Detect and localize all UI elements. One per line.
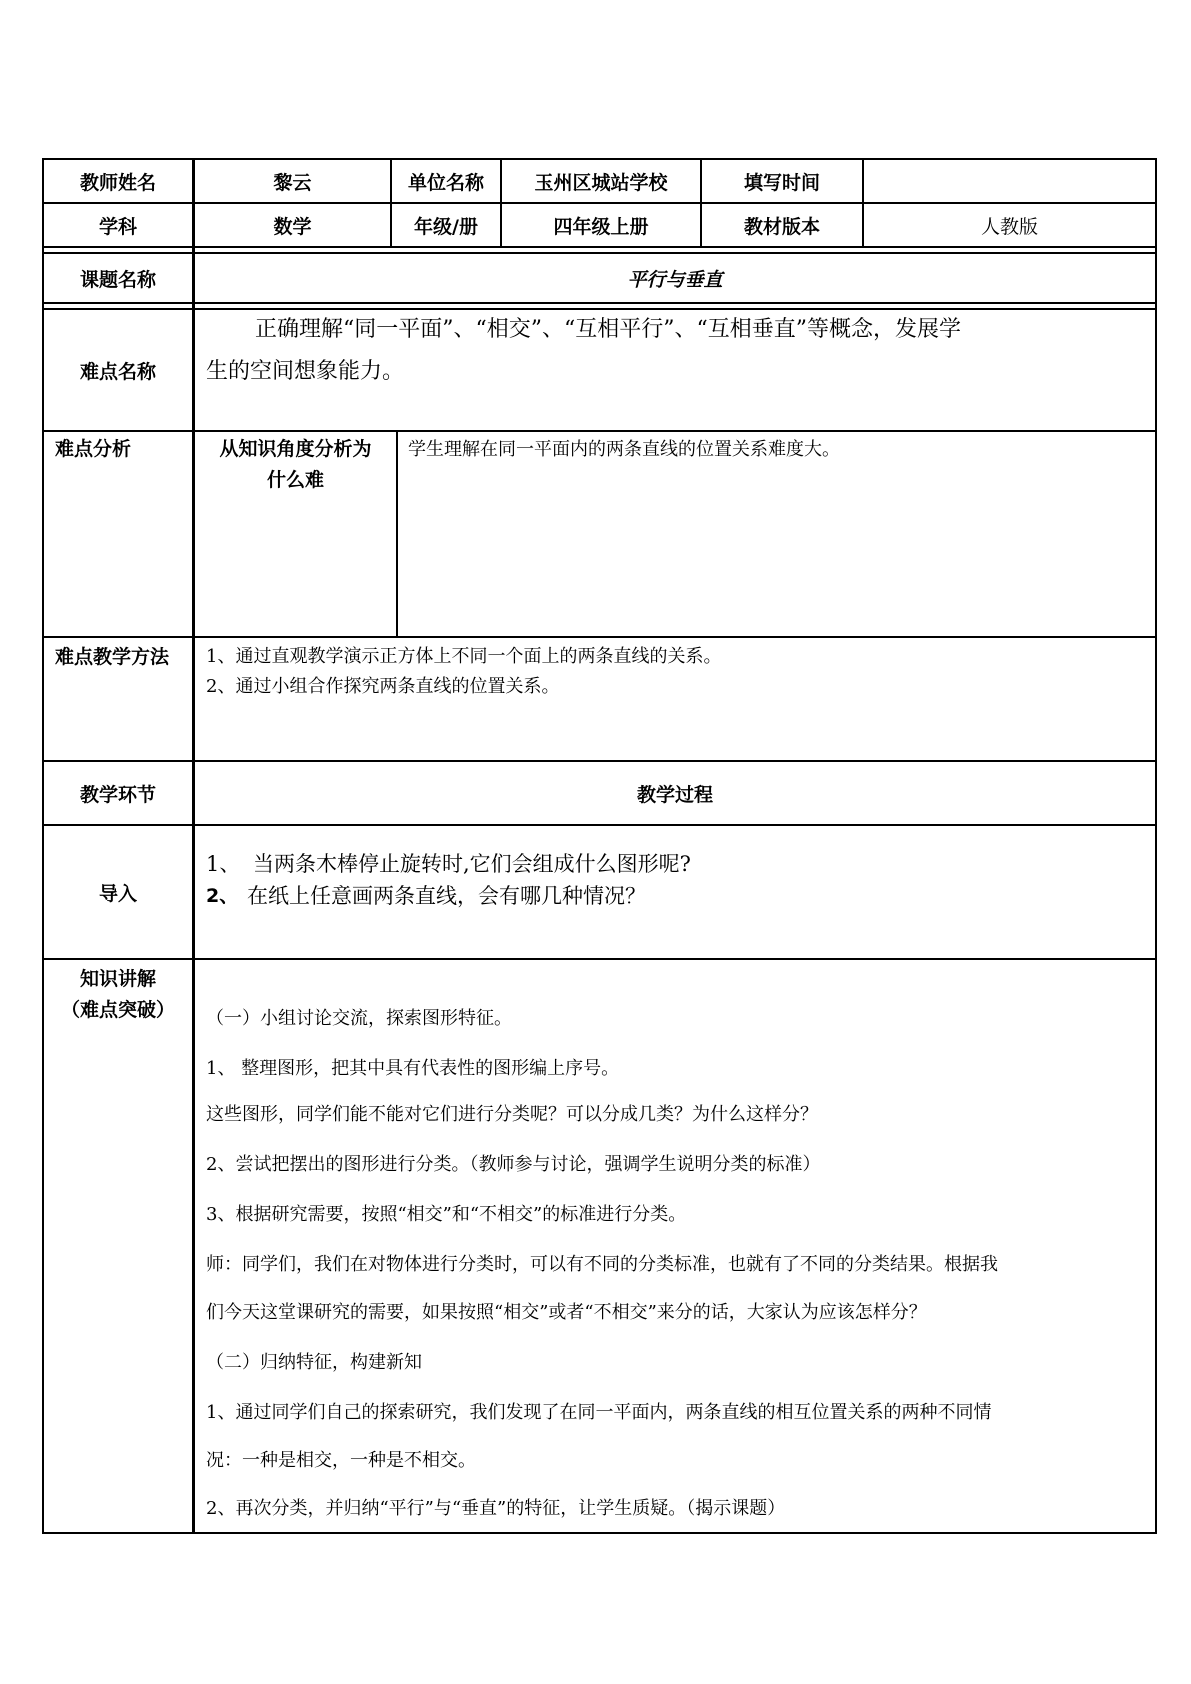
subject-value: 数学 [273, 215, 312, 238]
topic-value: 平行与垂直 [627, 268, 723, 291]
intro-item-2-num: 2、 [206, 885, 239, 907]
grid-line [396, 430, 398, 638]
knowledge-line: 况：一种是相交，一种是不相交。 [206, 1450, 476, 1471]
knowledge-label-line1: 知识讲解 [79, 968, 156, 990]
grid-line-bottom [42, 1532, 1157, 1534]
grid-line [192, 158, 195, 1534]
knowledge-line: 3、根据研究需要，按照“相交”和“不相交”的标准进行分类。 [206, 1204, 687, 1225]
fill-time-value [864, 160, 1155, 202]
grid-line [42, 824, 1157, 826]
analysis-text: 学生理解在同一平面内的两条直线的位置关系难度大。 [408, 439, 840, 460]
grid-line-right [1155, 158, 1157, 1534]
grid-line [42, 958, 1157, 960]
intro-item-1: 当两条木棒停止旋转时,它们会组成什么图形呢? [253, 852, 691, 876]
edition-label: 教材版本 [743, 215, 820, 238]
knowledge-label-line2: （难点突破） [60, 999, 175, 1021]
knowledge-line: （一）小组讨论交流，探索图形特征。 [206, 1008, 512, 1029]
analysis-sublabel-line2: 什么难 [266, 469, 324, 491]
grid-line [42, 302, 1157, 304]
fill-time-label: 填写时间 [743, 171, 820, 194]
unit-name-label: 单位名称 [407, 171, 484, 194]
topic-label: 课题名称 [79, 268, 156, 291]
method-label: 难点教学方法 [55, 646, 170, 668]
method-item-1: 1、通过直观教学演示正方体上不同一个面上的两条直线的关系。 [206, 646, 722, 667]
knowledge-label [44, 964, 192, 1034]
knowledge-line: 这些图形，同学们能不能对它们进行分类呢？可以分成几类？为什么这样分？ [206, 1104, 818, 1125]
unit-name-value: 玉州区城站学校 [534, 171, 668, 194]
analysis-label: 难点分析 [55, 438, 132, 460]
knowledge-line: 2、尝试把摆出的图形进行分类。（教师参与讨论，强调学生说明分类的标准） [206, 1154, 821, 1175]
knowledge-line: （二）归纳特征，构建新知 [206, 1352, 422, 1373]
grid-line [42, 636, 1157, 638]
difficulty-label: 难点名称 [79, 360, 156, 383]
difficulty-line1: 正确理解“同一平面”、“相交”、“互相平行”、“互相垂直”等概念，发展学 [255, 317, 961, 342]
grade-value: 四年级上册 [553, 215, 649, 238]
method-item-2: 2、通过小组合作探究两条直线的位置关系。 [206, 676, 560, 697]
intro-item-1-num: 1、 [206, 852, 241, 876]
intro-item-2: 在纸上任意画两条直线，会有哪几种情况？ [247, 884, 646, 908]
grade-label: 年级/册 [414, 215, 478, 238]
analysis-sublabel-line1: 从知识角度分析为 [219, 438, 372, 460]
difficulty-line2: 生的空间想象能力。 [206, 359, 405, 384]
teacher-name-label: 教师姓名 [79, 171, 156, 194]
knowledge-line: 2、再次分类，并归纳“平行”与“垂直”的特征，让学生质疑。（揭示课题） [206, 1498, 786, 1519]
knowledge-line: 们今天这堂课研究的需要，如果按照“相交”或者“不相交”来分的话，大家认为应该怎样分？ [206, 1302, 927, 1323]
analysis-sublabel [195, 434, 396, 504]
knowledge-line: 1、通过同学们自己的探索研究，我们发现了在同一平面内，两条直线的相互位置关系的两种不同情 [206, 1402, 992, 1423]
knowledge-line: 1、 整理图形，把其中具有代表性的图形编上序号。 [206, 1058, 620, 1079]
edition-value: 人教版 [980, 215, 1038, 238]
grid-line [42, 246, 1157, 248]
stage-header: 教学环节 [79, 783, 156, 806]
process-header: 教学过程 [636, 783, 713, 806]
grid-line [42, 430, 1157, 432]
knowledge-line: 师：同学们，我们在对物体进行分类时，可以有不同的分类标准，也就有了不同的分类结果。根据我 [206, 1254, 998, 1275]
teacher-name-value: 黎云 [273, 171, 312, 194]
subject-label: 学科 [98, 215, 137, 238]
intro-label: 导入 [98, 882, 137, 905]
